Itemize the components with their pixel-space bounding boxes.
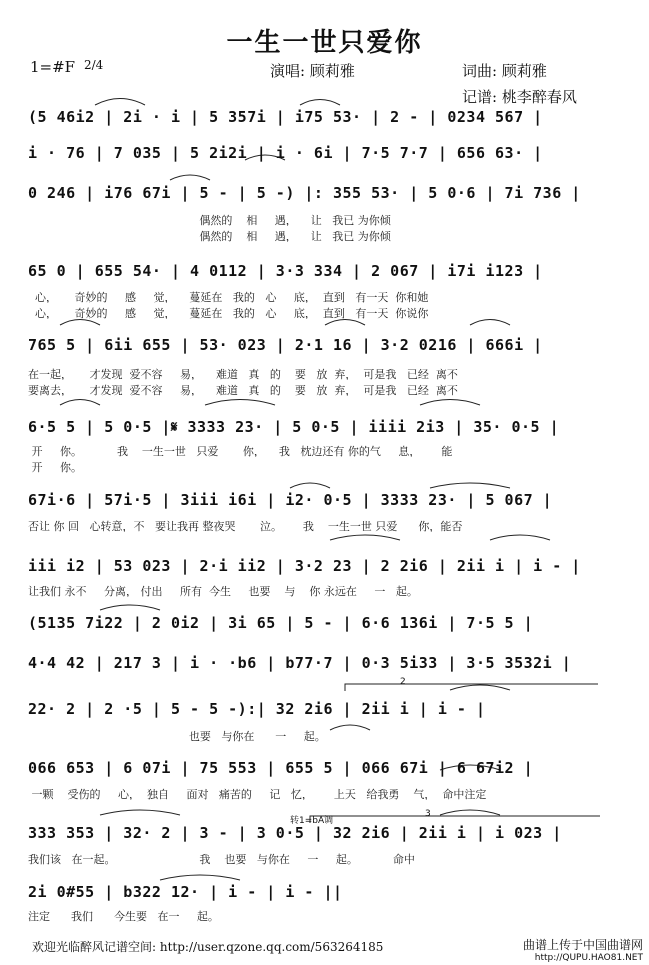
song-title: 一生一世只爱你 [226,28,423,58]
modulation-annotation: 转1=bA调 [290,816,334,826]
site-watermark [523,936,643,963]
notation-row-3: 0 246 | i76 67i | 5 - | 5 -) |: 355 53· | 5 0·6 | 7i 736 | [28,184,581,202]
lyric-row-12a: 一颗 受伤的 心， 独自 面对 痛苦的 记 忆， 上天 给我勇 气， 命中注定 [28,788,487,800]
notation-row-10: 4·4 42 | 217 3 | i · ·b6 | b77·7 | 0·3 5i33 | 3·5 3532i | [28,654,572,672]
lyric-row-7a: 否让 你 回 心转意，不 要让我再 整夜哭 泣。 我 一生一世 只爱 你，能否 [28,520,463,532]
footer-link-text: 欢迎光临醉风记谱空间: http://user.qzone.qq.com/563264185 [32,940,384,954]
site-line-2: http://QUPU.HAO81.NET [534,953,643,963]
lyric-row-6b: 开 你。 [28,461,82,473]
notation-row-9: (5135 7i22 | 2 0i2 | 3i 65 | 5 - | 6·6 136i | 7·5 5 | [28,614,534,632]
notation-row-2: i · 76 | 7 035 | 5 2i2i | i · 6i | 7·5 7·7 | 656 63· | [28,144,543,162]
notation-row-8: iii i2 | 53 023 | 2·i ii2 | 3·2 23 | 2 2i6 | 2ii i | i - | [28,557,581,575]
lyric-row-3b: 偶然的 相 遇， 让 我已 为你倾 [28,230,391,242]
notation-row-5: 765 5 | 6ii 655 | 53· 023 | 2·1 16 | 3·2 0216 | 666i | [28,336,543,354]
notation-row-14: 2i 0#55 | b322 12· | i - | i - || [28,883,343,901]
lyric-row-4a: 心， 奇妙的 感 觉， 蔓延在 我的 心 底， 直到 有一天 你和她 [28,291,429,303]
lyricist-composer: 词曲: 顾莉雅 [462,62,547,80]
lyric-row-5b: 要离去， 才发现 爱不容 易， 难道 真 的 要 放 弃， 可是我 已经 离不 [28,384,458,396]
lyric-row-6a: 开 你。 我 一生一世 只爱 你， 我 枕边还有 你的气 息， 能 [28,445,453,457]
notation-row-12: 066 653 | 6 07i | 75 553 | 655 5 | 066 67i | 6 67i2 | [28,759,534,777]
lyric-row-5a: 在一起， 才发现 爱不容 易， 难道 真 的 要 放 弃， 可是我 已经 离不 [28,368,458,380]
key-signature: 1=#F [30,58,76,76]
transcriber: 记谱: 桃李醉春风 [462,88,577,106]
notation-row-11: 22· 2 | 2 ·5 | 5 - 5 -):| 32 2i6 | 2ii i | i - | [28,700,486,718]
lyric-row-11a: 也要 与你在 一 起。 [28,730,326,742]
notation-row-13: 333 353 | 32· 2 | 3 - | 3 0·5 | 32 2i6 | 2ii i | i 023 | [28,824,562,842]
lyric-row-14a: 注定 我们 今生要 在一 起。 [28,910,219,922]
lyric-row-4b: 心， 奇妙的 感 觉， 蔓延在 我的 心 底， 直到 有一天 你说你 [28,307,429,319]
ending-bracket-3: 3 [425,809,431,819]
notation-row-1: (5 46i2 | 2i · i | 5 357i | i75 53· | 2 - | 0234 567 | [28,108,543,126]
notation-row-4: 65 0 | 655 54· | 4 0112 | 3·3 334 | 2 067 | i7i i123 | [28,262,543,280]
site-line-1: 曲谱上传于中国曲谱网 [522,938,643,952]
notation-row-7: 67i·6 | 57i·5 | 3iii i6i | i2· 0·5 | 3333 23· | 5 067 | [28,491,553,509]
notation-row-6: 6·5 5 | 5 0·5 |𝄋 3333 23· | 5 0·5 | iiii 2i3 | 35· 0·5 | [28,418,560,436]
lyric-row-13a: 我们该 在一起。 我 也要 与你在 一 起。 命中 [28,853,415,865]
lyric-row-8a: 让我们 永不 分离， 付出 所有 今生 也要 与 你 永远在 一 起。 [28,585,418,597]
performer: 演唱: 顾莉雅 [270,62,355,80]
time-signature: 2/4 [84,58,104,72]
lyric-row-3a: 偶然的 相 遇， 让 我已 为你倾 [28,214,391,226]
ending-bracket-2: 2 [400,677,406,687]
